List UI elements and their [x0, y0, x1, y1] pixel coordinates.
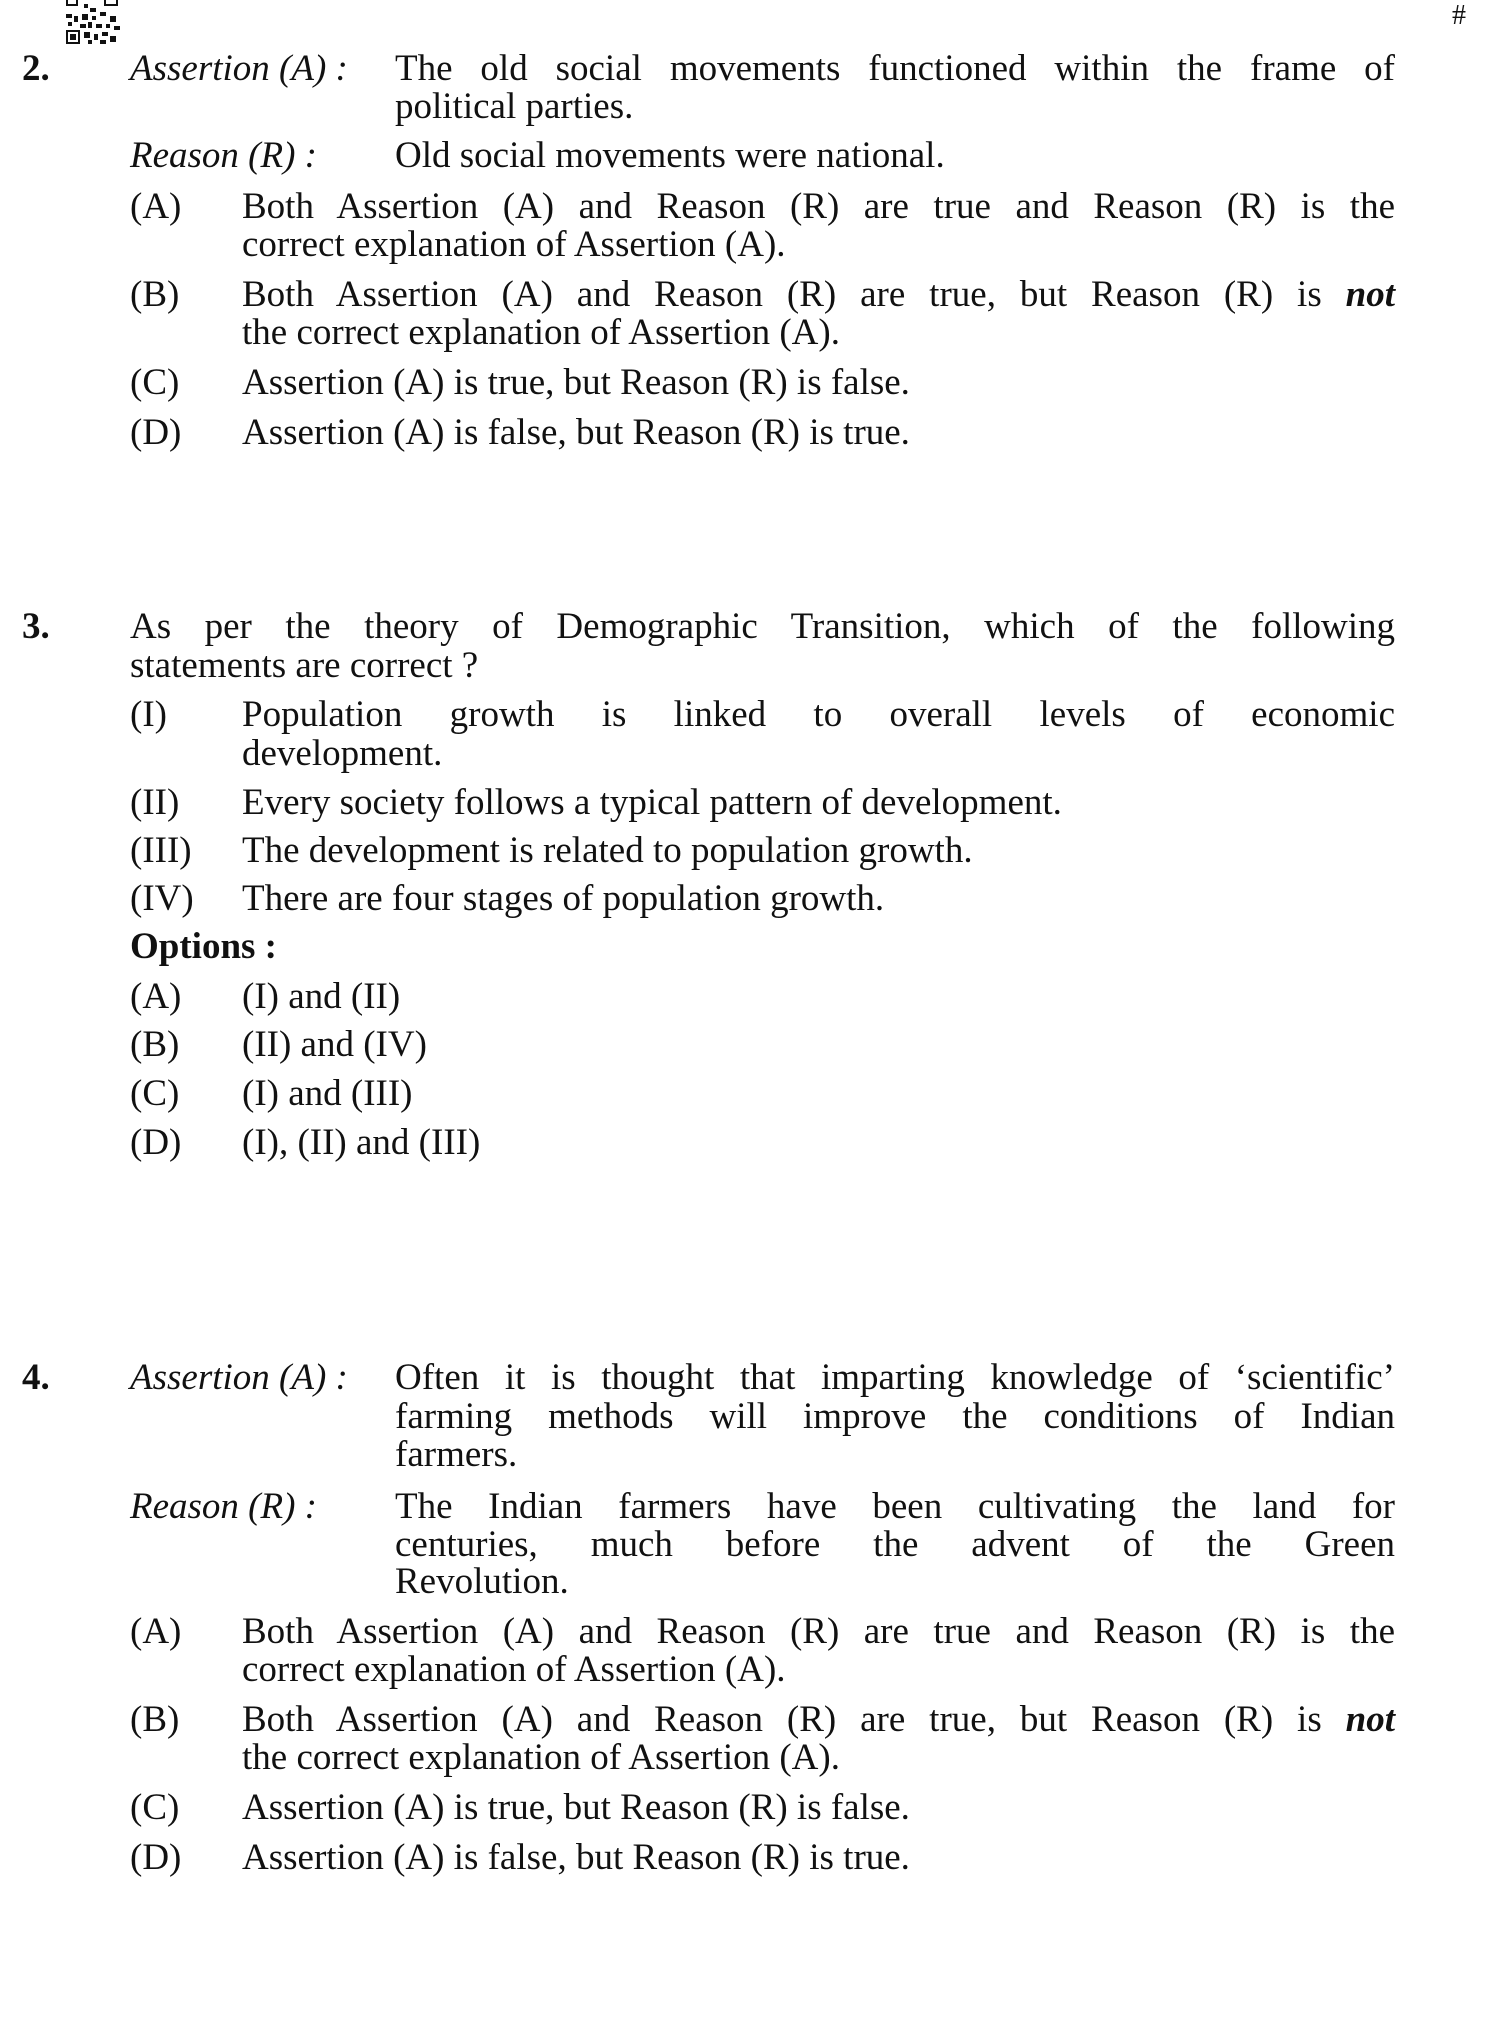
option-text: (I) and (II)	[242, 976, 401, 1017]
reason-text-line: Revolution.	[395, 1561, 569, 1602]
option-letter: (C)	[130, 1787, 180, 1828]
assertion-label: Assertion (A) :	[130, 1357, 348, 1398]
option-text: (I), (II) and (III)	[242, 1122, 481, 1163]
statement-text-line: Population growth is linked to overall levels of economic	[242, 694, 1395, 735]
option-text-line: Both Assertion (A) and Reason (R) are true and Reason (R) is the	[242, 1611, 1395, 1652]
option-text: (I) and (III)	[242, 1073, 413, 1114]
option-text-line: Both Assertion (A) and Reason (R) are true and Reason (R) is the	[242, 186, 1395, 227]
option-letter: (C)	[130, 362, 180, 403]
page-marker: #	[1452, 0, 1466, 31]
option-letter: (D)	[130, 1122, 182, 1163]
reason-label: Reason (R) :	[130, 1486, 317, 1527]
emphasis-not: not	[1345, 1699, 1395, 1740]
option-text-line: Assertion (A) is false, but Reason (R) is true.	[242, 412, 910, 453]
option-text-line: the correct explanation of Assertion (A).	[242, 312, 840, 353]
statement-text-line: Every society follows a typical pattern of development.	[242, 782, 1062, 823]
option-text-line: correct explanation of Assertion (A).	[242, 224, 786, 265]
assertion-text-line: Often it is thought that imparting knowledge of ‘scientific’	[395, 1357, 1395, 1398]
question-number: 3.	[22, 606, 50, 647]
statement-numeral: (IV)	[130, 878, 194, 919]
option-letter: (C)	[130, 1073, 180, 1114]
question-number: 4.	[22, 1357, 50, 1398]
option-letter: (A)	[130, 186, 182, 227]
option-letter: (B)	[130, 1024, 180, 1065]
option-text-line: correct explanation of Assertion (A).	[242, 1649, 786, 1690]
option-text: (II) and (IV)	[242, 1024, 427, 1065]
assertion-text-line: farmers.	[395, 1434, 518, 1475]
option-text-line: Assertion (A) is true, but Reason (R) is false.	[242, 362, 910, 403]
option-letter: (D)	[130, 412, 182, 453]
reason-text-line: The Indian farmers have been cultivating the land for	[395, 1486, 1395, 1527]
qr-code-icon	[64, 0, 122, 46]
option-text-line: Assertion (A) is true, but Reason (R) is false.	[242, 1787, 910, 1828]
statement-text-line: development.	[242, 733, 443, 774]
question-stem-line: As per the theory of Demographic Transition, which of the following	[130, 606, 1395, 647]
option-letter: (A)	[130, 976, 182, 1017]
question-number: 2.	[22, 48, 50, 89]
option-text: Both Assertion (A) and Reason (R) are true, but Reason (R) is	[242, 274, 1346, 315]
option-text-line: the correct explanation of Assertion (A).	[242, 1737, 840, 1778]
options-heading: Options :	[130, 926, 278, 967]
assertion-text-line: farming methods will improve the conditions of Indian	[395, 1396, 1395, 1437]
statement-text-line: The development is related to population growth.	[242, 830, 973, 871]
reason-label: Reason (R) :	[130, 135, 317, 176]
question-stem-line: statements are correct ?	[130, 645, 479, 686]
assertion-text-line: political parties.	[395, 86, 634, 127]
emphasis-not: not	[1345, 274, 1395, 315]
option-letter: (D)	[130, 1837, 182, 1878]
reason-text-line: centuries, much before the advent of the Green	[395, 1524, 1395, 1565]
statement-numeral: (II)	[130, 782, 180, 823]
option-text: Both Assertion (A) and Reason (R) are true, but Reason (R) is	[242, 1699, 1346, 1740]
option-letter: (B)	[130, 274, 180, 315]
statement-numeral: (I)	[130, 694, 167, 735]
option-letter: (A)	[130, 1611, 182, 1652]
option-letter: (B)	[130, 1699, 180, 1740]
option-text-line: Assertion (A) is false, but Reason (R) is true.	[242, 1837, 910, 1878]
reason-text-line: Old social movements were national.	[395, 135, 945, 176]
assertion-label: Assertion (A) :	[130, 48, 348, 89]
statement-numeral: (III)	[130, 830, 192, 871]
statement-text-line: There are four stages of population growth.	[242, 878, 885, 919]
assertion-text-line: The old social movements functioned within the frame of	[395, 48, 1395, 89]
